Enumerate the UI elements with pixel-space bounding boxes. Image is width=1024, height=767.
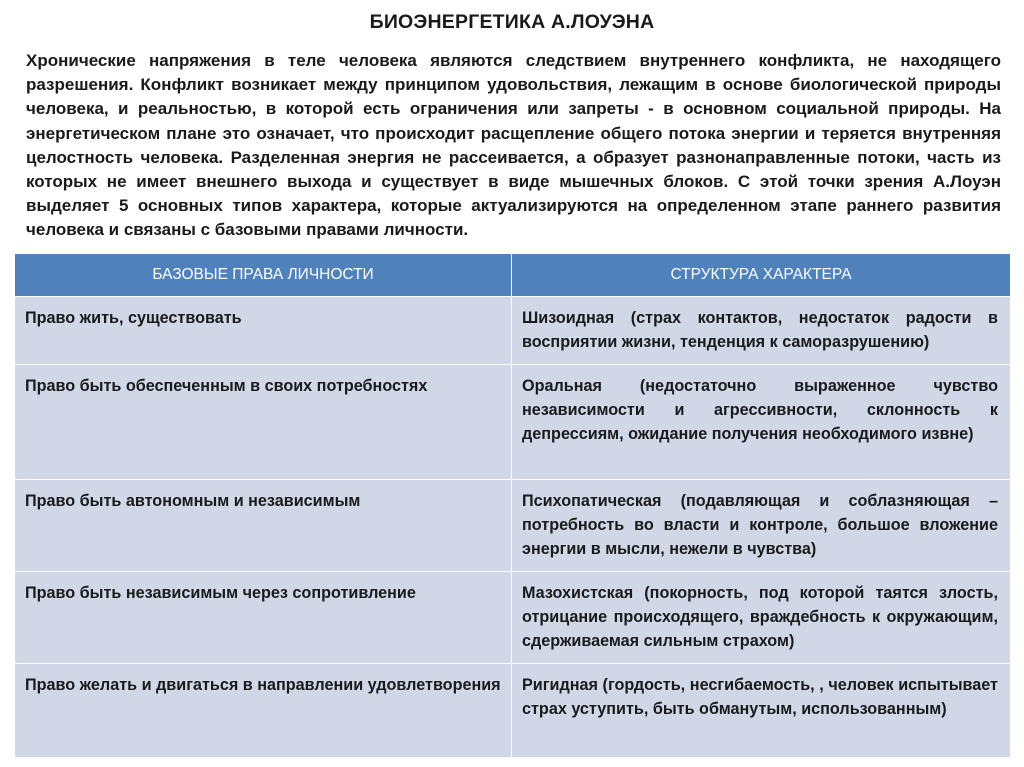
table-row <box>15 572 1011 664</box>
table-row <box>15 365 1011 480</box>
row-right: Право быть автономным и независимым <box>15 480 512 572</box>
page-title: БИОЭНЕРГЕТИКА А.ЛОУЭНА <box>369 11 655 33</box>
row-structure: Психопатическая (подавляющая и соблазняющая – потребность во власти и контроле, большое вложение энергии в мысли, нежели в чувства) <box>512 480 1011 572</box>
table-row <box>15 297 1011 365</box>
row-structure: Оральная (недостаточно выраженное чувство независимости и агрессивности, склонность к депрессиям, ожидание получения необходимого извне) <box>512 365 1011 480</box>
intro-paragraph: Хронические напряжения в теле человека являются следствием внутреннего конфликта, не находящего разрешения. Конфликт возникает между принципом удовольствия, лежащим в основе биологической природы человека, и реальностью, в которой есть ограничения или запреты - в основном социальной природы. На энергетическом плане это означает, что происходит расщепление общего потока энергии и теряется внутренняя целостность человека. Разделенная энергия не рассеивается, а образует разнонаправленные потоки, часть из которых не имеет внешнего выхода и существует в виде мышечных блоков. С этой точки зрения А.Лоуэн выделяет 5 основных типов характера, которые актуализируются на определенном этапе раннего развития человека и связаны с базовыми правами личности. <box>26 51 1001 240</box>
table-row <box>15 480 1011 572</box>
row-right: Право быть независимым через сопротивление <box>15 572 512 664</box>
row-structure: Шизоидная (страх контактов, недостаток радости в восприятии жизни, тенденция к саморазрушению) <box>512 297 1011 365</box>
rights-character-table <box>14 253 1011 758</box>
row-structure: Ригидная (гордость, несгибаемость, , человек испытывает страх уступить, быть обманутым, использованным) <box>512 664 1011 758</box>
header-character-structure: СТРУКТУРА ХАРАКТЕРА <box>512 254 1011 297</box>
row-right: Право желать и двигаться в направлении удовлетворения <box>15 664 512 758</box>
row-structure: Мазохистская (покорность, под которой таятся злость, отрицание происходящего, враждебность к окружающим, сдерживаемая сильным страхом) <box>512 572 1011 664</box>
row-right: Право жить, существовать <box>15 297 512 365</box>
table-row <box>15 664 1011 758</box>
row-right: Право быть обеспеченным в своих потребностях <box>15 365 512 480</box>
table-header-row <box>15 254 1011 297</box>
header-basic-rights: БАЗОВЫЕ ПРАВА ЛИЧНОСТИ <box>15 254 512 297</box>
